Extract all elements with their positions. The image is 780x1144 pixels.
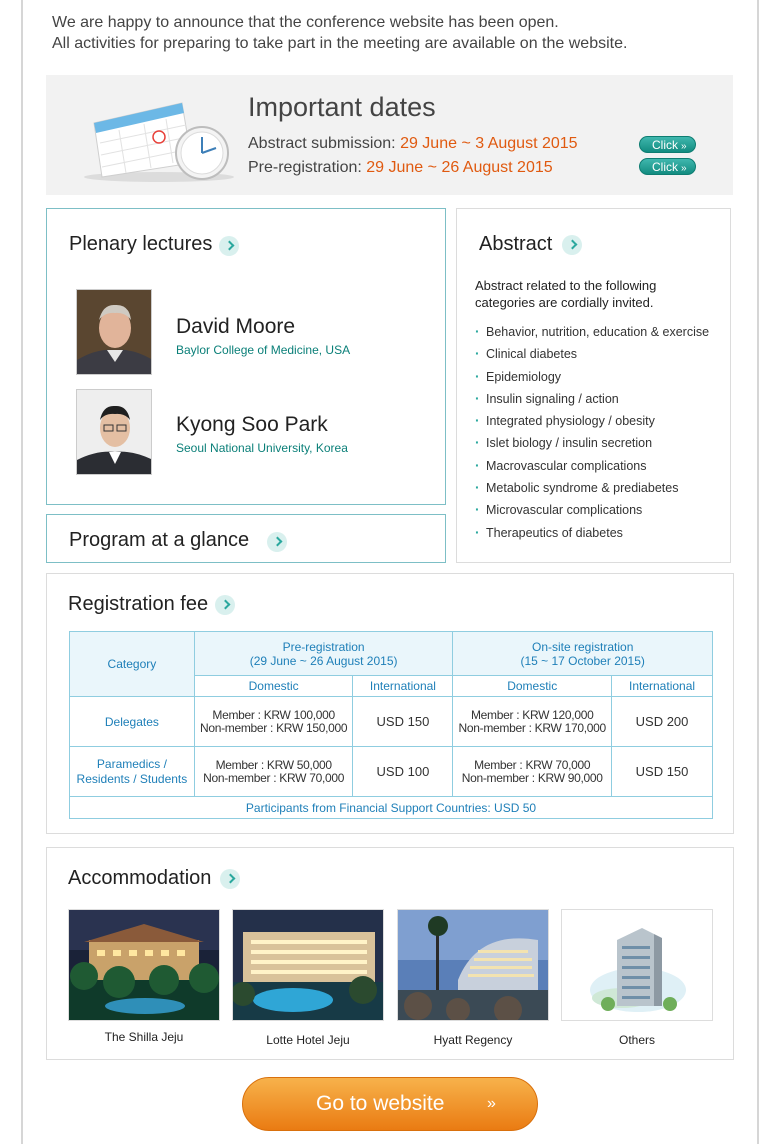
on-site-header-dates: (15 ~ 17 October 2015)	[520, 653, 645, 668]
speaker-photo-kyong-soo-park	[76, 389, 152, 475]
pre-member-fee: Member : KRW 100,000	[212, 707, 335, 722]
hotel-image-shilla[interactable]	[68, 909, 220, 1021]
list-item: · Clinical diabetes	[475, 343, 709, 365]
abstract-panel	[456, 208, 731, 563]
table-header-pre-registration	[194, 632, 453, 676]
abstract-submission-label: Abstract submission:	[248, 135, 401, 152]
onsite-nonmember-fee: Non-member : KRW 170,000	[458, 720, 606, 735]
registration-fee-table	[69, 631, 713, 819]
pre-registration-header-dates: (29 June ~ 26 August 2015)	[249, 653, 398, 668]
onsite-member-fee: Member : KRW 120,000	[470, 707, 594, 722]
table-header-category: Category	[70, 632, 195, 697]
hotel-label-others: Others	[618, 1033, 655, 1047]
speaker-name-1: David Moore	[176, 315, 296, 338]
table-row	[70, 697, 713, 747]
hotel-label-lotte: Lotte Hotel Jeju	[266, 1033, 350, 1047]
program-at-a-glance-title: Program at a glance	[69, 529, 250, 551]
list-item: · Integrated physiology / obesity	[475, 410, 709, 432]
left-frame-border	[21, 0, 23, 1144]
onsite-domestic-header: Domestic	[453, 676, 612, 697]
hotel-label-shilla: The Shilla Jeju	[104, 1030, 184, 1044]
onsite-domestic-cell	[453, 697, 612, 747]
go-to-website-label: Go to website	[316, 1092, 445, 1115]
pre-registration-dates: 29 June ~ 26 August 2015	[366, 159, 553, 176]
financial-support-note: Participants from Financial Support Countries: USD 50	[70, 797, 713, 819]
onsite-international-fee: USD 200	[612, 697, 713, 747]
intro-line-1: We are happy to announce that the conference website has been open.	[52, 14, 559, 31]
list-item: · Microvascular complications	[475, 499, 709, 521]
abstract-click-label: Click	[652, 138, 678, 152]
program-at-a-glance-panel[interactable]	[46, 514, 446, 563]
plenary-lectures-title: Plenary lectures	[69, 233, 213, 255]
plenary-go-arrow-icon[interactable]	[219, 236, 239, 256]
double-chevron-icon: »	[681, 141, 687, 152]
speaker-name-2: Kyong Soo Park	[176, 413, 328, 436]
pre-member-fee: Member : KRW 50,000	[215, 757, 332, 772]
go-to-website-button[interactable]	[242, 1077, 538, 1131]
pre-registration-click-button[interactable]	[639, 158, 696, 175]
list-item: · Metabolic syndrome & prediabetes	[475, 477, 709, 499]
list-item: · Macrovascular complications	[475, 455, 709, 477]
list-item: · Insulin signaling / action	[475, 388, 709, 410]
registration-fee-title: Registration fee	[68, 593, 209, 615]
onsite-international-header: International	[612, 676, 713, 697]
onsite-domestic-cell	[453, 747, 612, 797]
intro-text	[52, 12, 627, 54]
important-dates-title: Important dates	[248, 92, 436, 122]
speaker-photo-david-moore	[76, 289, 152, 375]
list-item: · Behavior, nutrition, education & exercise	[475, 321, 709, 343]
pre-registration-row	[248, 159, 553, 177]
pre-nonmember-fee: Non-member : KRW 150,000	[199, 720, 348, 735]
list-item: · Islet biology / insulin secretion	[475, 432, 709, 454]
intro-line-2: All activities for preparing to take part in the meeting are available on the website.	[52, 35, 628, 52]
abstract-go-arrow-icon[interactable]	[562, 235, 582, 255]
pre-domestic-header: Domestic	[194, 676, 353, 697]
plenary-lectures-panel	[46, 208, 446, 505]
important-dates-panel	[46, 75, 733, 195]
onsite-nonmember-fee: Non-member : KRW 90,000	[461, 770, 603, 785]
accommodation-go-arrow-icon[interactable]	[220, 869, 240, 889]
row-category	[70, 747, 195, 797]
hotel-image-hyatt[interactable]	[397, 909, 549, 1021]
abstract-intro: Abstract related to the following categories are cordially invited.	[475, 278, 657, 310]
row-category-label-2: Residents / Students	[76, 771, 188, 786]
list-item: · Therapeutics of diabetes	[475, 522, 709, 544]
speaker-affiliation-1: Baylor College of Medicine, USA	[176, 343, 351, 357]
pre-international-header: International	[353, 676, 453, 697]
pre-domestic-cell	[194, 747, 353, 797]
row-category-label: Paramedics /	[96, 756, 167, 771]
pre-domestic-cell	[194, 697, 353, 747]
onsite-international-fee: USD 150	[612, 747, 713, 797]
on-site-header-label: On-site registration	[532, 639, 634, 654]
pre-registration-label: Pre-registration:	[248, 159, 367, 176]
row-category	[70, 697, 195, 747]
row-category-label: Delegates	[104, 714, 159, 729]
abstract-click-button[interactable]	[639, 136, 696, 153]
table-header-on-site	[453, 632, 713, 676]
onsite-member-fee: Member : KRW 70,000	[474, 757, 591, 772]
accommodation-panel	[46, 847, 734, 1060]
hotel-label-hyatt: Hyatt Regency	[433, 1033, 513, 1047]
abstract-submission-row	[248, 135, 578, 153]
right-frame-border	[757, 0, 759, 1144]
abstract-category-list	[475, 321, 709, 544]
abstract-title: Abstract	[479, 233, 553, 255]
pre-international-fee: USD 150	[353, 697, 453, 747]
pre-registration-header-label: Pre-registration	[282, 639, 365, 654]
table-row	[70, 747, 713, 797]
pre-nonmember-fee: Non-member : KRW 70,000	[203, 770, 345, 785]
registration-go-arrow-icon[interactable]	[215, 595, 235, 615]
abstract-submission-dates: 29 June ~ 3 August 2015	[400, 135, 578, 152]
speaker-affiliation-2: Seoul National University, Korea	[176, 441, 348, 455]
double-chevron-icon: »	[487, 1095, 496, 1112]
calendar-clock-illustration	[74, 93, 234, 183]
double-chevron-icon: »	[681, 163, 687, 174]
program-go-arrow-icon[interactable]	[267, 532, 287, 552]
accommodation-title: Accommodation	[68, 867, 212, 889]
hotel-image-lotte[interactable]	[232, 909, 384, 1021]
registration-fee-panel	[46, 573, 734, 834]
pre-registration-click-label: Click	[652, 160, 678, 174]
list-item: · Epidemiology	[475, 366, 709, 388]
pre-international-fee: USD 100	[353, 747, 453, 797]
hotel-image-others[interactable]	[561, 909, 713, 1021]
